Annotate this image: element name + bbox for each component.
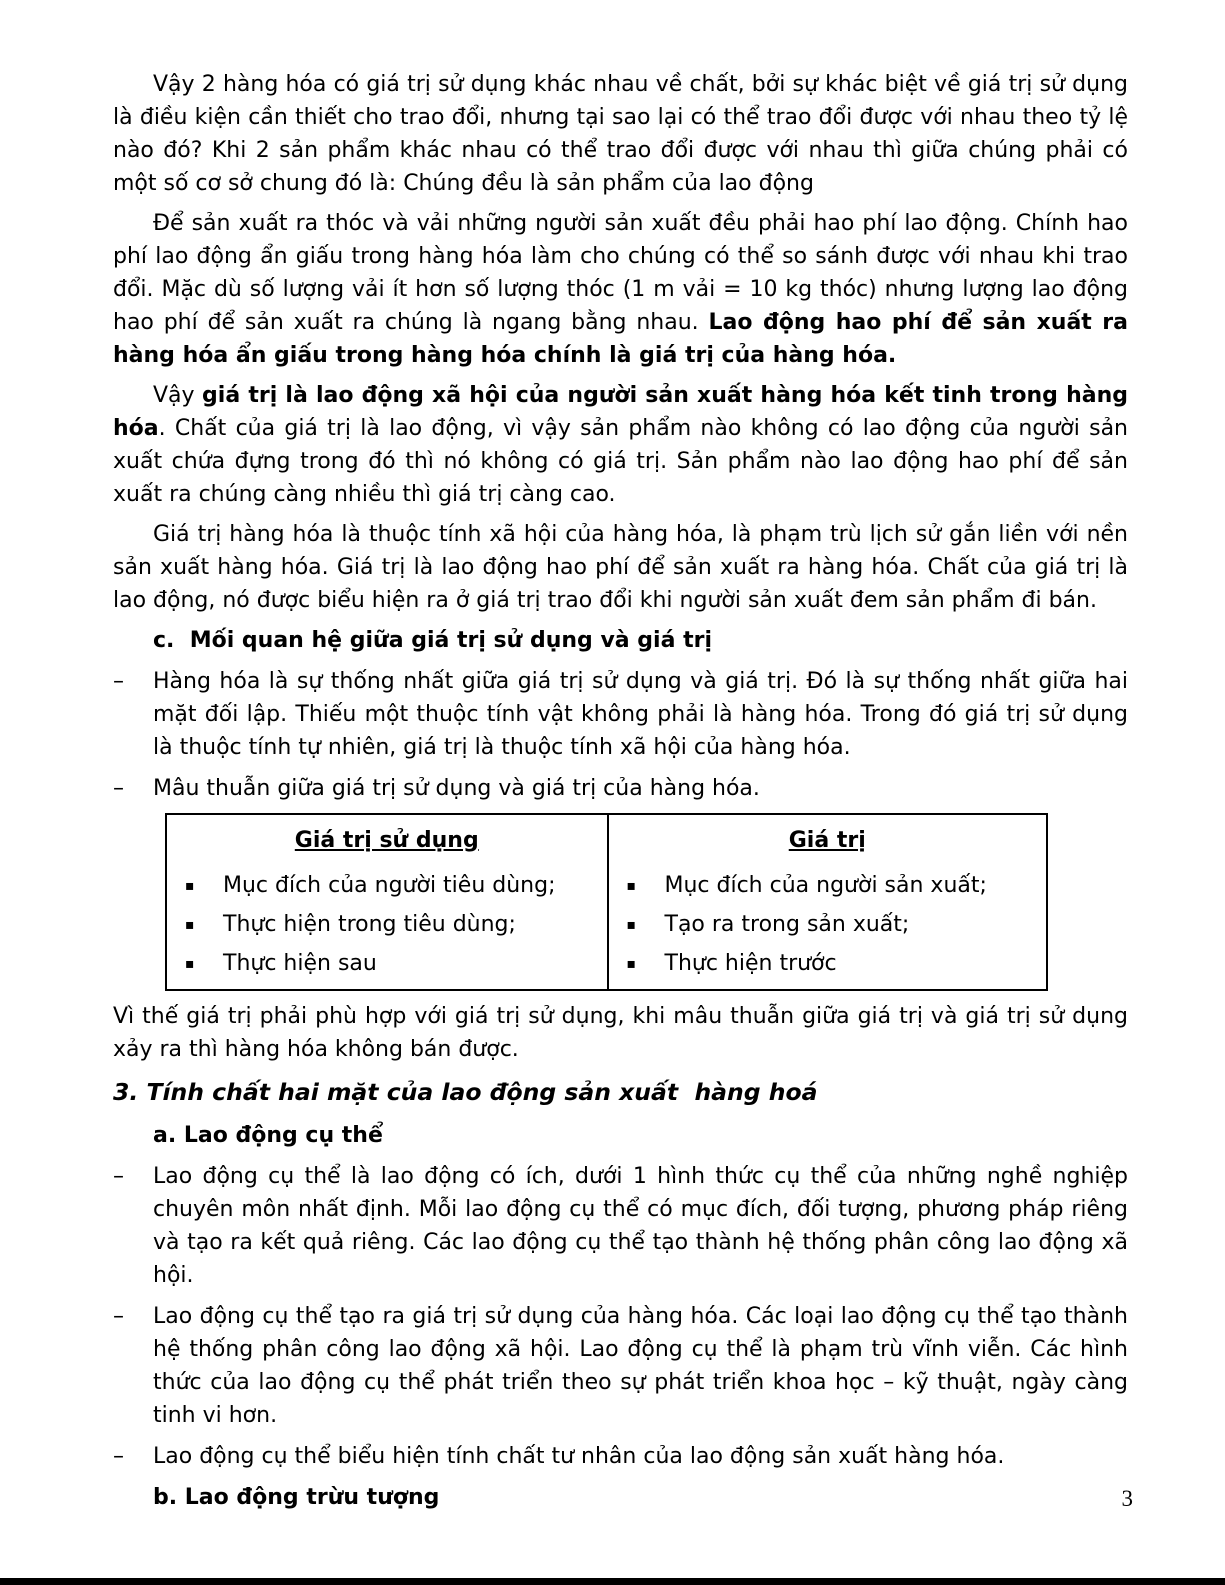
dash-bullet-icon: –: [113, 1164, 124, 1189]
table-col-use-value: [167, 815, 607, 989]
square-bullet-icon: ▪: [185, 917, 195, 933]
bullet-contradiction-text: Mâu thuẫn giữa giá trị sử dụng và giá trị của hàng hóa.: [153, 776, 760, 801]
page-bottom-edge: [0, 1578, 1225, 1585]
square-bullet-icon: ▪: [626, 956, 636, 972]
table-row: [167, 949, 607, 979]
paragraph-value-social-attribute: Giá trị hàng hóa là thuộc tính xã hội của hàng hóa, là phạm trù lịch sử gắn liền với nền sản xuất hàng hóa. Giá trị là lao động hao phí để sản xuất ra hàng hóa. Chất của giá trị là lao động, nó được biểu hiện ra ở giá trị trao đổi khi người sản xuất đem sản phẩm đi bán.: [113, 522, 1128, 613]
bullet-concrete-creates-use-value: [113, 1300, 1128, 1432]
table-cell-text: Thực hiện sau: [223, 951, 377, 976]
square-bullet-icon: ▪: [626, 917, 636, 933]
paragraph-conclusion: Vì thế giá trị phải phù hợp với giá trị sử dụng, khi mâu thuẫn giữa giá trị và giá trị sử dụng xảy ra thì hàng hóa không bán được.: [113, 1004, 1128, 1062]
heading-concrete-labor: a. Lao động cụ thể: [153, 1123, 383, 1148]
table-row: [167, 871, 607, 901]
paragraph-value-definition: Vậy giá trị là lao động xã hội của người sản xuất hàng hóa kết tinh trong hàng hóa. Chất của giá trị là lao động, vì vậy sản phẩm nào không có lao động của người sản xuất chứa đựng trong đó thì nó không có giá trị. Sản phẩm nào lao động hao phí để sản xuất ra chúng càng nhiều thì giá trị càng cao.: [113, 383, 1128, 507]
heading-section-3: 3. Tính chất hai mặt của lao động sản xuất hàng hoá: [113, 1078, 818, 1106]
bullet-concrete-definition-text: Lao động cụ thể là lao động có ích, dưới 1 hình thức cụ thể của những nghề nghiệp chuyên môn nhất định. Mỗi lao động cụ thể có mục đích, đối tượng, phương pháp riêng và tạo ra kết quả riêng. Các lao động cụ thể tạo thành hệ thống phân công lao động xã hội.: [153, 1164, 1128, 1288]
page-number: 3: [1121, 1486, 1133, 1511]
dash-bullet-icon: –: [113, 1444, 124, 1469]
table-cell-text: Thực hiện trong tiêu dùng;: [223, 912, 516, 937]
square-bullet-icon: ▪: [185, 878, 195, 894]
table-cell-text: Tạo ra trong sản xuất;: [664, 912, 910, 937]
heading-relation-c: c. Mối quan hệ giữa giá trị sử dụng và giá trị: [153, 628, 713, 653]
table-row: [609, 949, 1047, 979]
comparison-table: [165, 813, 1048, 991]
dash-bullet-icon: –: [113, 776, 124, 801]
table-row: [167, 910, 607, 940]
bullet-concrete-definition: [113, 1160, 1128, 1292]
table-col-value: [607, 815, 1047, 989]
dash-bullet-icon: –: [113, 1304, 124, 1329]
dash-bullet-icon: –: [113, 669, 124, 694]
table-row: [609, 871, 1047, 901]
bullet-unity-text: Hàng hóa là sự thống nhất giữa giá trị sử dụng và giá trị. Đó là sự thống nhất giữa hai mặt đối lập. Thiếu một thuộc tính vật không phải là hàng hóa. Trong đó giá trị sử dụng là thuộc tính tự nhiên, giá trị là thuộc tính xã hội của hàng hóa.: [153, 669, 1128, 760]
table-header-use-value: Giá trị sử dụng: [294, 828, 479, 853]
table-cell-text: Mục đích của người tiêu dùng;: [223, 873, 556, 898]
heading-abstract-labor: b. Lao động trừu tượng: [153, 1485, 440, 1510]
paragraph-labor-cost: Để sản xuất ra thóc và vải những người sản xuất đều phải hao phí lao động. Chính hao phí lao động ẩn giấu trong hàng hóa làm cho chúng có thể so sánh được với nhau khi trao đổi. Mặc dù số lượng vải ít hơn số lượng thóc (1 m vải = 10 kg thóc) nhưng lượng lao động hao phí để sản xuất ra chúng là ngang bằng nhau. Lao động hao phí để sản xuất ra hàng hóa ẩn giấu trong hàng hóa chính là giá trị của hàng hóa.: [113, 211, 1128, 368]
bullet-unity: [113, 665, 1128, 764]
square-bullet-icon: ▪: [626, 878, 636, 894]
bullet-concrete-private-character: [113, 1440, 1128, 1473]
bullet-contradiction: [113, 772, 1128, 805]
table-cell-text: Thực hiện trước: [664, 951, 837, 976]
bullet-concrete-creates-use-value-text: Lao động cụ thể tạo ra giá trị sử dụng của hàng hóa. Các loại lao động cụ thể tạo thành hệ thống phân công lao động xã hội. Lao động cụ thể là phạm trù vĩnh viễn. Các hình thức của lao động cụ thể phát triển theo sự phát triển khoa học – kỹ thuật, ngày càng tinh vi hơn.: [153, 1304, 1128, 1428]
table-header-value: Giá trị: [788, 828, 866, 853]
square-bullet-icon: ▪: [185, 956, 195, 972]
table-row: [609, 910, 1047, 940]
table-cell-text: Mục đích của người sản xuất;: [664, 873, 987, 898]
bullet-concrete-private-character-text: Lao động cụ thể biểu hiện tính chất tư nhân của lao động sản xuất hàng hóa.: [153, 1444, 1005, 1469]
paragraph-use-value-exchange: Vậy 2 hàng hóa có giá trị sử dụng khác nhau về chất, bởi sự khác biệt về giá trị sử dụng là điều kiện cần thiết cho trao đổi, nhưng tại sao lại có thể trao đổi được với nhau theo tỷ lệ nào đó? Khi 2 sản phẩm khác nhau có thể trao đổi được với nhau thì giữa chúng phải có một số cơ sở chung đó là: Chúng đều là sản phẩm của lao động: [113, 72, 1128, 196]
